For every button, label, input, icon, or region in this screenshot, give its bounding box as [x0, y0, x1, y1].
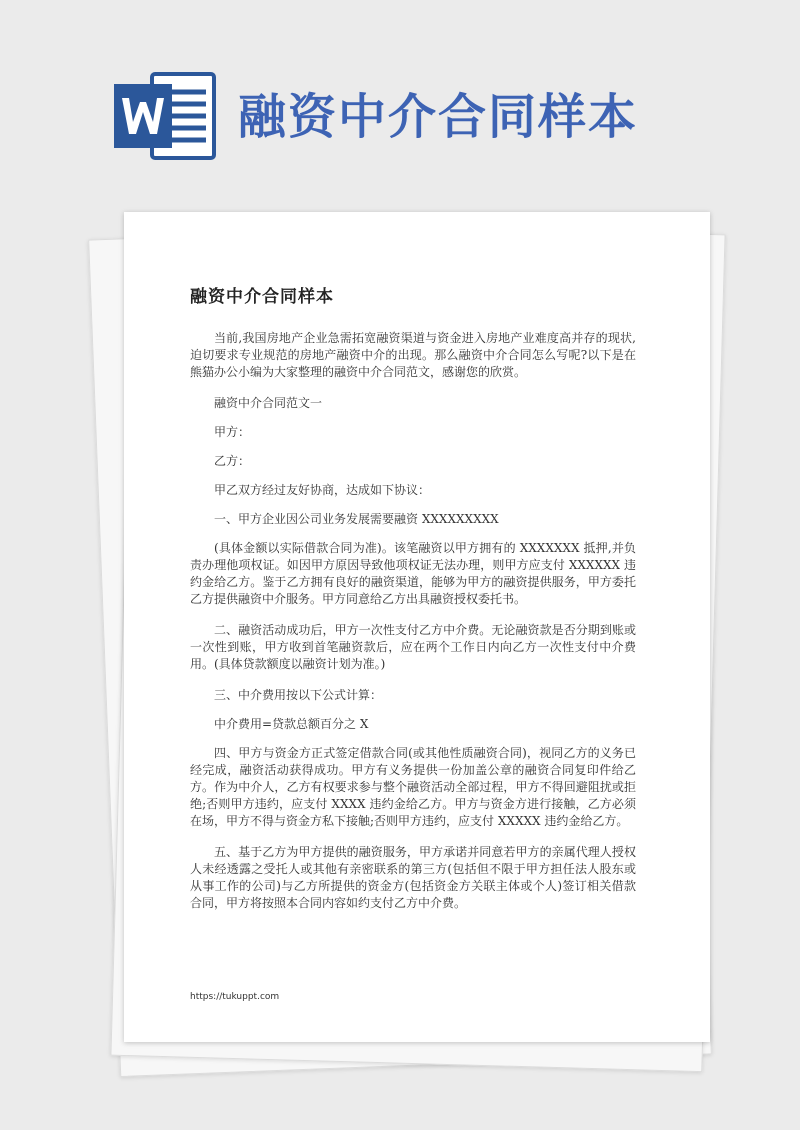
paragraph-agreement-intro: 甲乙双方经过友好协商，达成如下协议：	[214, 483, 431, 497]
document-body	[190, 330, 636, 926]
banner-title: 融资中介合同样本	[238, 89, 639, 145]
paragraph-party-b: 乙方：	[214, 454, 251, 468]
paragraph-section-heading: 融资中介合同范文一	[214, 396, 323, 410]
document-title: 融资中介合同样本	[190, 287, 334, 307]
paragraph-clause-3: 三、中介费用按以下公式计算：	[214, 688, 383, 702]
paragraph-fee-formula: 中介费用=贷款总额百分之 X	[214, 717, 369, 731]
paragraph-clause-2: 二、融资活动成功后，甲方一次性支付乙方中介费。无论融资款是否分期到账或一次性到账，甲方收到首笔融资款后，应在两个工作日内向乙方一次性支付中介费用。(具体贷款额度以融资计划为准。)	[190, 623, 636, 671]
paragraph-clause-4: 四、甲方与资金方正式签定借款合同(或其他性质融资合同)，视同乙方的义务已经完成，融资活动获得成功。甲方有义务提供一份加盖公章的融资合同复印件给乙方。作为中介人，乙方有权要求参与整个融资活动全部过程，甲方不得回避阻扰或拒绝;否则甲方违约，应支付 XXXX 违约金给乙方。甲方与资金方进行接触，乙方必须在场，甲方不得与资金方私下接触;否则甲方违约，应支付 XXXXX 违约金给乙方。	[190, 746, 636, 828]
paragraph-intro: 当前,我国房地产企业急需拓宽融资渠道与资金进入房地产业难度高并存的现状,迫切要求专业规范的房地产融资中介的出现。那么融资中介合同怎么写呢?以下是在熊猫办公小编为大家整理的融资中介合同范文，感谢您的欣赏。	[190, 331, 636, 379]
banner-header	[0, 0, 800, 200]
paragraph-party-a: 甲方：	[214, 425, 251, 439]
paragraph-clause-1-detail: (具体金额以实际借款合同为准)。该笔融资以甲方拥有的 XXXXXXX 抵押,并负责办理他项权证。如因甲方原因导致他项权证无法办理，则甲方应支付 XXXXXX 违约金给乙方。鉴于乙方拥有良好的融资渠道，能够为甲方的融资提供服务，甲方委托乙方提供融资中介服务。甲方同意给乙方出具融资授权委托书。	[190, 541, 636, 606]
footer-url: https://tukuppt.com	[190, 992, 280, 1002]
document-page	[124, 212, 710, 1042]
paragraph-clause-1: 一、甲方企业因公司业务发展需要融资 XXXXXXXXX	[214, 512, 499, 526]
word-document-icon	[112, 68, 220, 164]
paragraph-clause-5: 五、基于乙方为甲方提供的融资服务，甲方承诺并同意若甲方的亲属代理人授权人未经透露之受托人或其他有亲密联系的第三方(包括但不限于甲方担任法人股东或从事工作的公司)与乙方所提供的资金方(包括资金方关联主体或个人)签订相关借款合同，甲方将按照本合同内容如约支付乙方中介费。	[190, 845, 636, 910]
